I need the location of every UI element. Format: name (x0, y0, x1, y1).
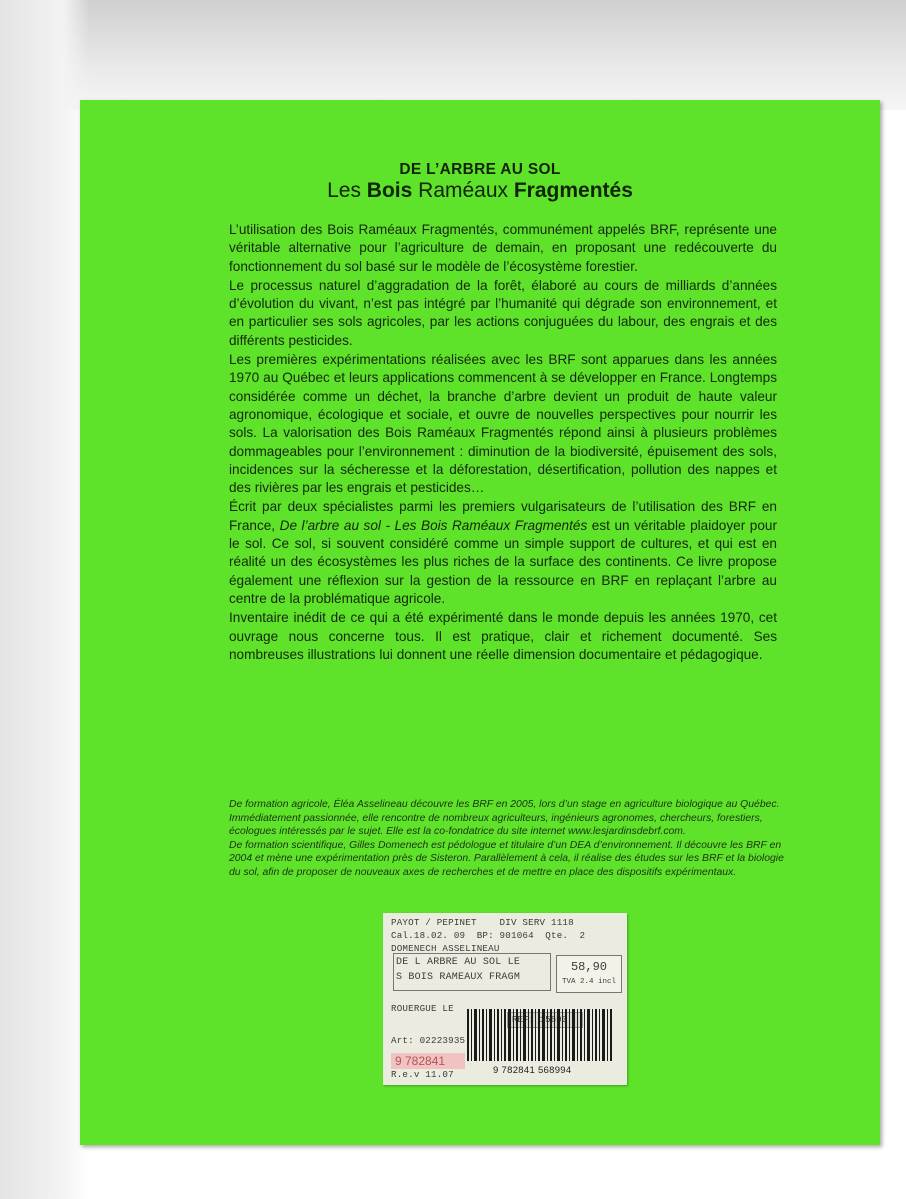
text-run: Écrit par deux spécialistes parmi les premiers vulgarisateurs de l’utilisation des BRF en France, (229, 499, 777, 533)
scan-background-top (0, 0, 906, 110)
text-run: est un véritable plaidoyer pour le sol. Ce sol, si souvent considéré comme un simple support de cultures, et qui est en réalité un des écosystèmes les plus riches de la surface des continents. Ce livre propose également une réflexion sur la gestion de la ressource en BRF en replaçant l’arbre au centre de la problématique agricole. (229, 517, 777, 606)
sticker-price: 58,90 (570, 960, 607, 974)
book-back-cover (80, 100, 880, 1145)
price-sticker (383, 913, 627, 1085)
blurb-paragraph (229, 498, 777, 608)
sticker-article: Art: 02223935 (391, 1035, 466, 1046)
sticker-price-box (556, 955, 622, 993)
author-bios (229, 798, 789, 880)
blurb-text (229, 221, 777, 664)
blurb-paragraph: Le processus naturel d’aggradation de la forêt, élaboré au cours de milliards d’années d’évolution du vivant, n’est pas intégré par l’humanité qui dégrade son environnement, et en particulier ses sols agricoles, par les actions conjuguées du labour, des engrais et des différents pesticides. (229, 277, 777, 348)
author-bio: De formation scientifique, Gilles Domenech est pédologue et titulaire d’un DEA d’environnement. Il découvre les BRF en 2004 et mène une expérimentation près de Sisteron. Parallèlement à cela, il réalise des études sur les BRF et la biologie du sol, afin de proposer de nouveaux axes de recherches et de mettre en place des dispositifs expérimentaux. (229, 839, 784, 878)
sticker-ean-partial: 9 782841 (395, 1054, 446, 1068)
blurb-paragraph: Inventaire inédit de ce qui a été expérimenté dans le monde depuis les années 1970, cet ouvrage nous concerne tous. Il est pratique, clair et richement documenté. Ses nombreuses illustrations lui donnent une réelle dimension documentaire et pédagogique. (229, 610, 777, 662)
cover-title (80, 179, 880, 203)
scan-background-left (0, 0, 90, 1199)
title-part: Raméaux (412, 179, 514, 202)
sticker-title-line: S BOIS RAMEAUX FRAGM (396, 972, 521, 983)
title-part: Les (327, 179, 367, 202)
cover-kicker: DE L’ARBRE AU SOL (399, 161, 561, 178)
sticker-rev: R.e.v 11.07 (391, 1069, 454, 1080)
sticker-authors: DOMENECH ASSELINEAU (391, 943, 500, 954)
sticker-ref: 15690 (539, 1014, 568, 1025)
sticker-tva: TVA 2.4 incl (561, 978, 616, 986)
barcode-icon (465, 1009, 615, 1061)
barcode-number: 9 782841 568994 (493, 1065, 572, 1076)
book-title-italic: De l’arbre au sol - Les Bois Raméaux Fragmentés (279, 517, 588, 533)
sticker-title-line: DE L ARBRE AU SOL LE (396, 957, 521, 968)
blurb-paragraph: Les premières expérimentations réalisées avec les BRF sont apparues dans les années 1970 au Québec et leurs applications commencent à se développer en France. Longtemps considérée comme un déchet, la branche d’arbre devient un produit de haute valeur agronomique, écologique et sociale, et ouvre de nouvelles perspectives pour nourrir les sols. La valorisation des Bois Raméaux Fragmentés répond ainsi à plusieurs problèmes dommageables pour l’environnement : diminution de la biodiversité, épuisement des sols, incidences sur la sécheresse et la déforestation, désertification, pollution des nappes et des rivières par les engrais et pesticides… (229, 352, 777, 496)
sticker-store-line: PAYOT / PEPINET DIV SERV 1118 (391, 917, 574, 928)
sticker-date-line: Cal.18.02. 09 BP: 901064 Qte. 2 (391, 930, 586, 941)
blurb-paragraph: L’utilisation des Bois Raméaux Fragmentés, communément appelés BRF, représente une véritable alternative pour l’agriculture de demain, en proposant une redécouverte du fonctionnement du sol basé sur le modèle de l’écosystème forestier. (229, 222, 777, 274)
author-bio: De formation agricole, Éléa Asselineau découvre les BRF en 2005, lors d’un stage en agriculture biologique au Québec. Immédiatement passionnée, elle rencontre de nombreux agriculteurs, ingénieurs agronomes, chercheurs, forestiers, écologues intéressés par le sujet. Elle est la co-fondatrice du site internet www.lesjardinsdebrf.com. (229, 799, 780, 838)
title-part-bold: Bois (366, 179, 413, 202)
title-part-bold: Fragmentés (513, 179, 633, 202)
sticker-ean-highlight (391, 1053, 465, 1069)
sticker-publisher: ROUERGUE LE (391, 1003, 454, 1014)
